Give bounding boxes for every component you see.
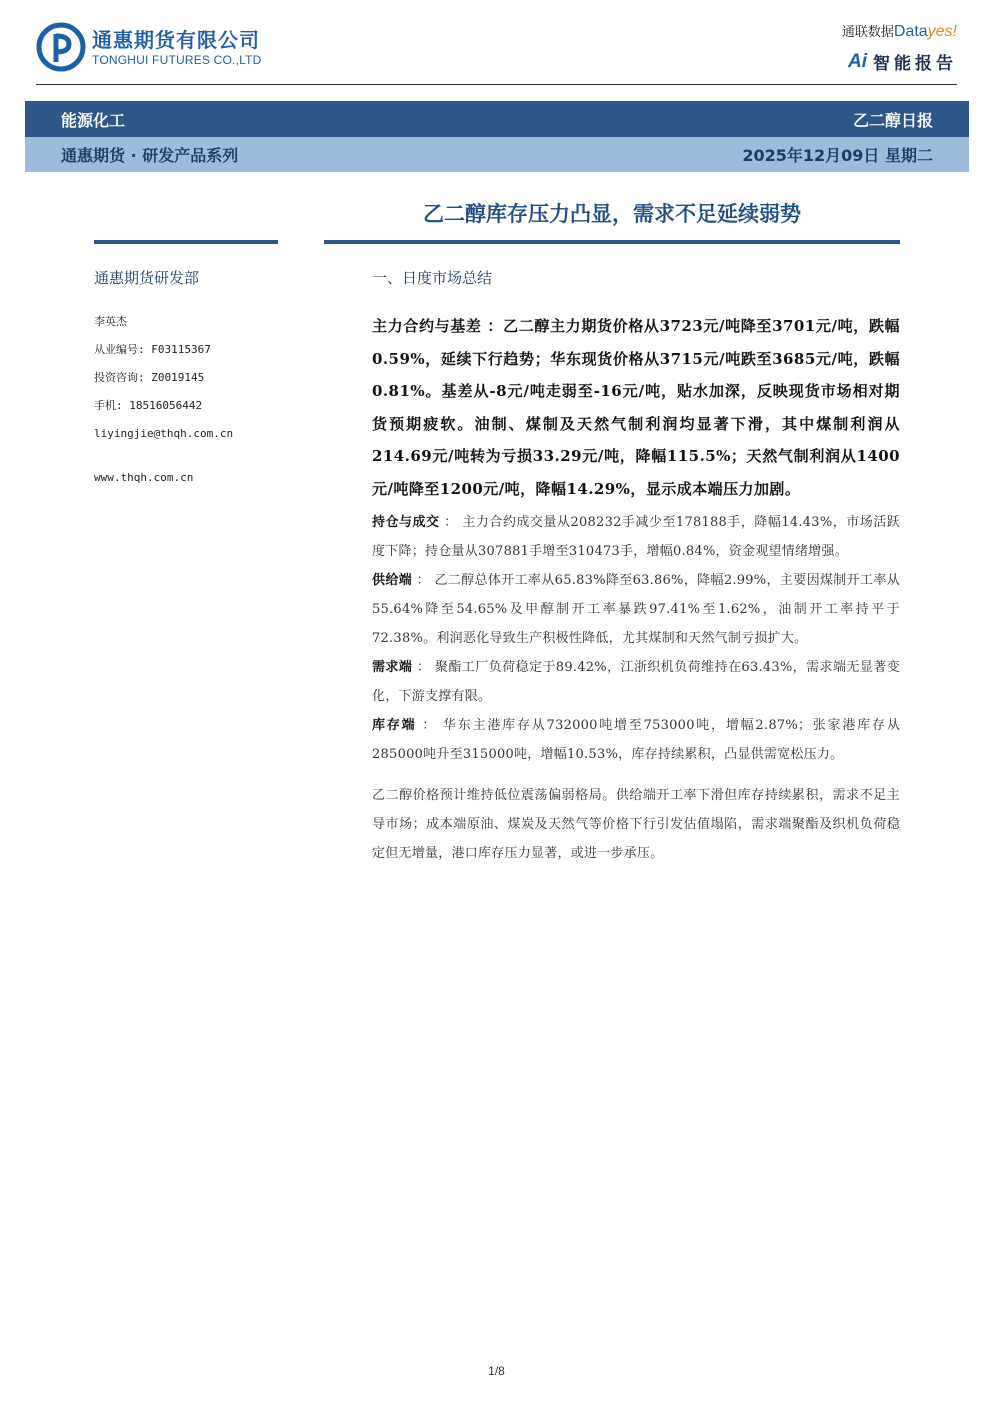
department-name: 通惠期货研发部: [94, 269, 200, 287]
analyst-name: 李英杰: [94, 315, 127, 328]
series-band: [25, 137, 969, 172]
paragraph-text: ： 华东主港库存从732000吨增至753000吨，增幅2.87%；张家港库存从285000吨升至315000吨，增幅10.53%，库存持续累积，凸显供需宽松压力。: [372, 717, 900, 762]
paragraph-lead: 需求端: [372, 659, 413, 675]
advisory-id: 投资咨询: Z0019145: [94, 371, 205, 384]
ai-icon: Ai: [848, 50, 867, 72]
section-heading: 一、日度市场总结: [372, 269, 493, 287]
phone-number: 手机: 18516056442: [94, 399, 203, 412]
header-divider: [36, 84, 957, 85]
practice-id: 从业编号: F03115367: [94, 343, 211, 356]
logo-text: [92, 27, 262, 67]
company-name-en: TONGHUI FUTURES CO.,LTD: [92, 53, 262, 67]
datayes-brand: [842, 22, 957, 74]
tonghui-logo-icon: [36, 22, 86, 72]
ai-report-label: [842, 49, 957, 74]
conclusion-paragraph: 乙二醇价格预计维持低位震荡偏弱格局。供给端开工率下滑但库存持续累积，需求不足主导市场；成本端原油、煤炭及天然气等价格下行引发估值塌陷，需求端聚酯及织机负荷稳定但无增量，港口库存压力显著，或进一步承压。: [372, 787, 900, 861]
demand-paragraph: [372, 653, 900, 711]
website-link[interactable]: www.thqh.com.cn: [94, 471, 194, 484]
datayes-brand-line: [842, 22, 957, 43]
brand-data: Data: [893, 23, 928, 40]
report-title: 乙二醇库存压力凸显，需求不足延续弱势: [423, 202, 801, 226]
analyst-sidebar: [94, 266, 294, 492]
series-label: 通惠期货 · 研发产品系列: [61, 146, 239, 165]
paragraph-text: ： 主力合约成交量从208232手减少至178188手，降幅14.43%，市场活跃度下降；持仓量从307881手增至310473手，增幅0.84%，资金观望情绪增强。: [372, 514, 900, 559]
email-link[interactable]: liyingjie@thqh.com.cn: [94, 427, 234, 440]
summary-paragraph: 主力合约与基差 ：乙二醇主力期货价格从3723元/吨降至3701元/吨，跌幅0.59%，延续下行趋势；华东现货价格从3715元/吨跌至3685元/吨，跌幅0.81%。基差从-8元/吨走弱至-16元/吨，贴水加深，反映现货市场相对期货预期疲软。油制、煤制及天然气制利润均显著下滑，其中煤制利润从214.69元/吨转为亏损33.29元/吨，降幅115.5%；天然气制利润从1400元/吨降至1200元/吨，降幅14.29%，显示成本端压力加剧。: [372, 317, 900, 498]
paragraph-text: ： 乙二醇总体开工率从65.83%降至63.86%，降幅2.99%，主要因煤制开工率从55.64%降至54.65%及甲醇制开工率暴跌97.41%至1.62%，油制开工率持平于72.38%。利润恶化导致生产积极性降低，尤其煤制和天然气制亏损扩大。: [372, 572, 900, 646]
paragraph-lead: 持仓与成交: [372, 514, 440, 530]
paragraph-text: ： 聚酯工厂负荷稳定于89.42%，江浙织机负荷维持在63.43%，需求端无显著变化，下游支撑有限。: [372, 659, 900, 704]
paragraph-lead: 库存端: [372, 717, 417, 733]
report-date: 2025年12月09日 星期二: [742, 146, 933, 165]
category-label: 能源化工: [61, 110, 126, 130]
brand-yes: yes!: [927, 23, 957, 40]
supply-paragraph: [372, 566, 900, 653]
inventory-paragraph: [372, 711, 900, 769]
page-number: 1/8: [488, 1364, 505, 1378]
report-type-label: 乙二醇日报: [852, 110, 933, 130]
company-name-cn: 通惠期货有限公司: [92, 28, 260, 52]
company-logo: [36, 22, 262, 72]
content-title-rule: [324, 240, 900, 244]
position-volume-paragraph: [372, 508, 900, 566]
category-band: [25, 101, 969, 137]
sidebar-title-rule: [94, 240, 278, 244]
ai-report-text: 智能报告: [873, 54, 957, 74]
report-body: [372, 264, 900, 868]
brand-cn: 通联数据: [841, 25, 894, 40]
paragraph-lead: 供给端: [372, 572, 413, 588]
